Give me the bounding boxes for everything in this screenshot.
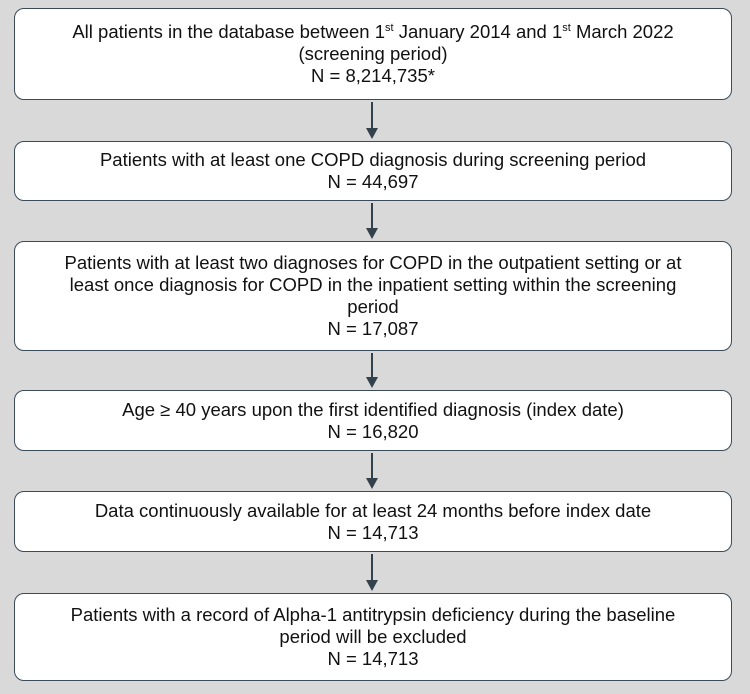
step-5-count: N = 14,713 bbox=[327, 521, 419, 543]
down-arrow-icon bbox=[364, 451, 380, 491]
step-box-copd-diagnosis bbox=[14, 141, 732, 201]
superscript-st: st bbox=[385, 22, 394, 34]
step-1-count: N = 8,214,735* bbox=[311, 65, 435, 86]
down-arrow-icon bbox=[364, 552, 380, 593]
down-arrow-icon bbox=[364, 201, 380, 241]
down-arrow-icon bbox=[364, 351, 380, 390]
step-3-criteria-line-1: Patients with at least two diagnoses for COPD in the outpatient setting or at bbox=[64, 252, 682, 273]
step-6-count: N = 14,713 bbox=[327, 648, 419, 669]
step-6-criteria-line-1: Patients with a record of Alpha-1 antitrypsin deficiency during the baseline bbox=[70, 604, 676, 625]
step-4-count: N = 16,820 bbox=[327, 420, 419, 442]
step-box-two-diagnoses bbox=[14, 241, 732, 351]
step-5-criteria: Data continuously available for at least 24 months before index date bbox=[94, 499, 652, 521]
superscript-st: st bbox=[562, 22, 571, 34]
step-box-age bbox=[14, 390, 732, 451]
step-4-criteria: Age ≥ 40 years upon the first identified diagnosis (index date) bbox=[122, 398, 624, 420]
step-3-count: N = 17,087 bbox=[327, 318, 419, 339]
step-box-continuous-data bbox=[14, 491, 732, 552]
down-arrow-icon bbox=[364, 100, 380, 141]
step-1-criteria-period: (screening period) bbox=[298, 43, 448, 64]
step-box-all-patients bbox=[14, 8, 732, 100]
step-box-alpha1-exclusion bbox=[14, 593, 732, 681]
step-3-criteria-line-2: least once diagnosis for COPD in the inpatient setting within the screening bbox=[69, 274, 677, 295]
step-6-criteria-line-2: period will be excluded bbox=[279, 626, 467, 647]
step-3-criteria-line-3: period bbox=[347, 296, 399, 317]
step-2-criteria: Patients with at least one COPD diagnosis during screening period bbox=[99, 149, 647, 170]
step-1-criteria: All patients in the database between 1st January 2014 and 1st March 2022 bbox=[72, 21, 674, 42]
step-2-count: N = 44,697 bbox=[327, 171, 419, 192]
